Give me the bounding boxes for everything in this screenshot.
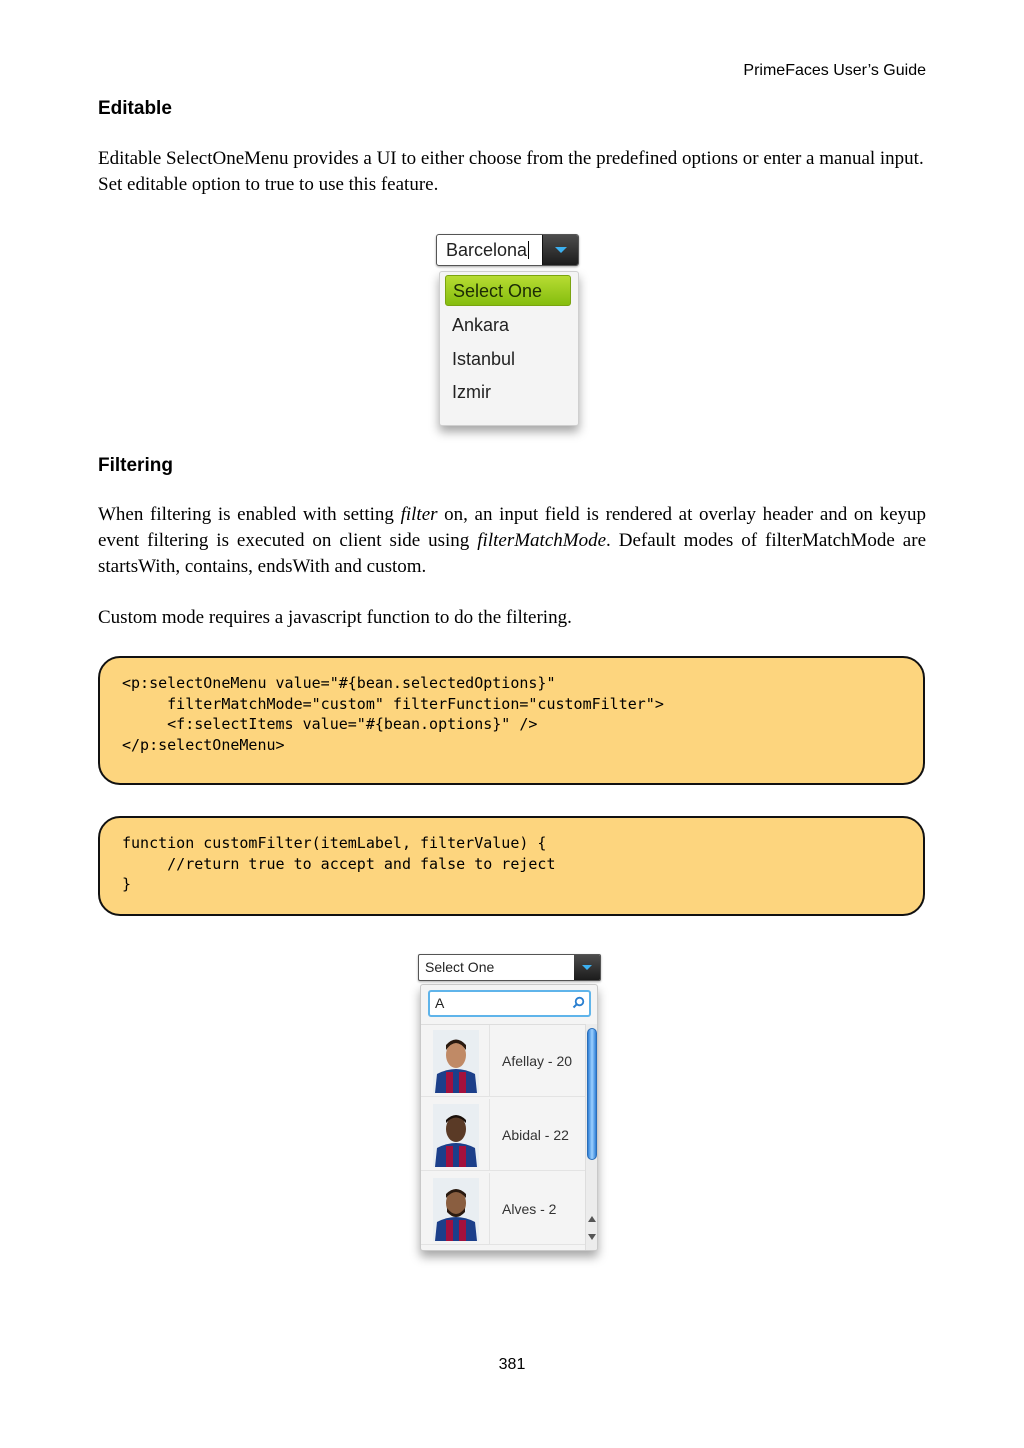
filter-input[interactable] [428, 990, 591, 1017]
code-text-customfilter: function customFilter(itemLabel, filterValue) { //return true to accept and false to reject } [122, 834, 556, 893]
editable-paragraph: Editable SelectOneMenu provides a UI to either choose from the predefined options or enter a manual input. Set editable option to true to use this feature. [98, 148, 924, 195]
filter-select-field[interactable] [418, 954, 601, 981]
filter-results-list [421, 1024, 587, 1251]
section-heading-filtering: Filtering [98, 455, 173, 476]
editable-select-field[interactable] [436, 234, 579, 266]
filter-input-value: A [435, 995, 445, 1011]
option-select-one[interactable]: Select One [445, 275, 571, 306]
filtering-paragraph [98, 502, 926, 580]
editable-select-value: Barcelona [446, 240, 528, 260]
list-item-label: Abidal - 22 [502, 1127, 569, 1143]
guide-title: PrimeFaces User’s Guide [743, 62, 926, 79]
list-item-label: Alves - 2 [502, 1201, 557, 1217]
player-photo [433, 1178, 479, 1241]
scrollbar[interactable] [585, 1024, 597, 1251]
filtering-term-filter: filter [400, 504, 438, 525]
scrollbar-thumb[interactable] [587, 1028, 597, 1160]
scroll-up-icon[interactable] [588, 1216, 596, 1222]
filter-select-label: Select One [425, 959, 495, 975]
player-photo [433, 1030, 479, 1093]
custom-mode-paragraph: Custom mode requires a javascript function to do the filtering. [98, 607, 572, 628]
scroll-down-icon[interactable] [588, 1234, 596, 1240]
filtering-text-1: When filtering is enabled with setting [98, 504, 401, 525]
player-photo [433, 1104, 479, 1167]
editable-select-screenshot [428, 226, 592, 446]
search-icon [572, 996, 585, 1009]
option-ankara[interactable]: Ankara [452, 315, 510, 335]
row-divider [489, 1173, 490, 1245]
section-heading-editable: Editable [98, 98, 172, 119]
list-item[interactable] [421, 1099, 587, 1171]
filtering-text-3: . Default modes of filterMatchMode are startsWith, contains, endsWith and custom. [98, 530, 926, 577]
row-divider [489, 1025, 490, 1097]
filter-select-screenshot [412, 948, 608, 1264]
page-number: 381 [498, 1356, 526, 1373]
list-item-label: Afellay - 20 [502, 1053, 573, 1069]
list-item[interactable] [421, 1173, 587, 1245]
filtering-term-filtermatchmode: filterMatchMode [477, 530, 607, 551]
code-block-customfilter [98, 816, 925, 916]
code-text-selectonemenu: <p:selectOneMenu value="#{bean.selectedOptions}" filterMatchMode="custom" filterFunction="customFilter"> <f:selectItems value="#{bean.options}" /> </p:selectOneMenu> [122, 674, 664, 754]
text-caret [528, 241, 529, 259]
filtering-text-2: on, an input field is rendered at overlay header and on keyup event filtering is executed on client side using [98, 504, 926, 551]
list-item[interactable] [421, 1025, 587, 1097]
editable-select-input[interactable] [437, 235, 542, 265]
code-block-selectonemenu [98, 656, 925, 785]
chevron-down-icon[interactable] [574, 955, 600, 980]
filter-select-panel [420, 984, 598, 1251]
chevron-down-icon[interactable] [542, 235, 578, 265]
option-izmir[interactable]: Izmir [452, 382, 491, 402]
editable-select-panel [439, 271, 579, 426]
option-istanbul[interactable]: Istanbul [452, 349, 516, 369]
row-divider [489, 1099, 490, 1171]
